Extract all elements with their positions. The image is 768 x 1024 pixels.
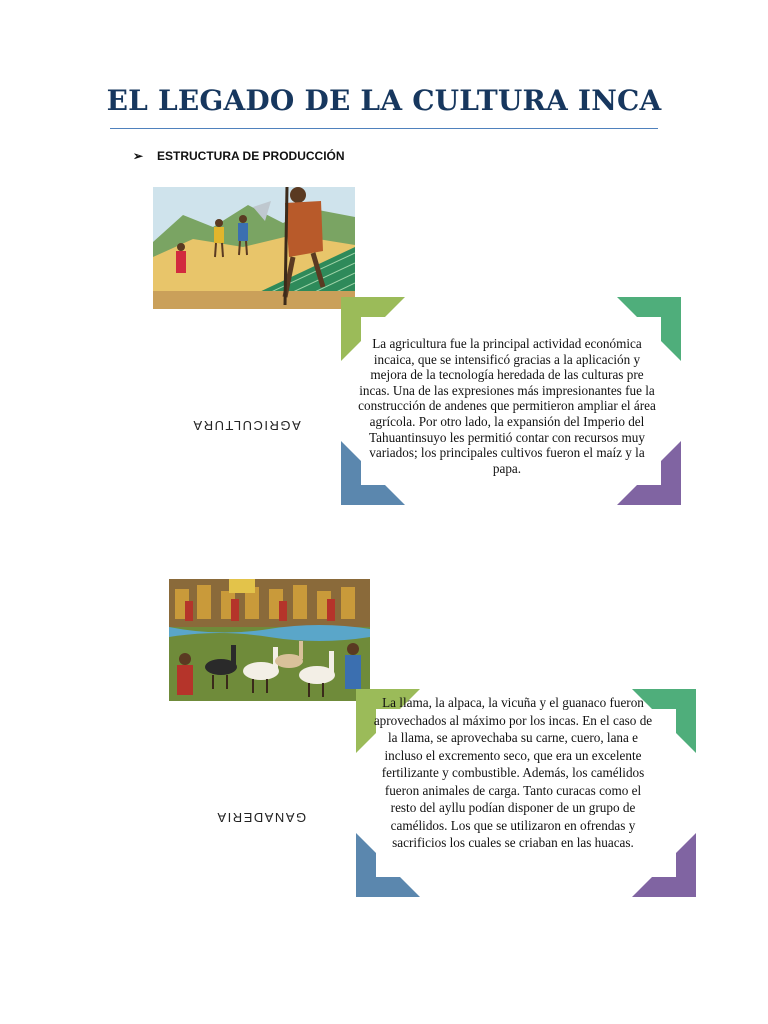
arrow-bullet-icon: ➢ [133, 149, 144, 163]
title-underline [110, 128, 658, 129]
page-title: EL LEGADO DE LA CULTURA INCA [106, 84, 662, 117]
agricultura-text: La agricultura fue la principal actividad económica incaica, que se intensificó gracias a la aplicación y mejora de la tecnología heredada de las culturas pre incas. Una de las expresiones más impresionantes fue la construcción de andenes que permitieron ampliar el área agrícola. Por otro lado, la expansión del Imperio del Tahuantinsuyo les permitió contar con recursos muy variados; los principales cultivos fueron el maíz y la papa. [358, 336, 656, 476]
section-heading-text: ESTRUCTURA DE PRODUCCIÓN [157, 149, 345, 163]
agriculture-illustration [153, 187, 355, 309]
agricultura-text-frame [341, 297, 681, 505]
ganaderia-text: La llama, la alpaca, la vicuña y el guanaco fueron aprovechados al máximo por los incas. En el caso de la llama, se aprovechaba su carne, cuero, lana e incluso el excremento seco, que era un excelente fertilizante y combustible. Además, los camélidos fueron animales de carga. Tanto curacas como el resto del ayllu podían disponer de un grupo de camélidos. Los que se utilizaron en ofrendas y sacrificios los cuales se criaban en las huacas. [373, 695, 653, 850]
agricultura-label: AGRICULTURA [192, 418, 301, 433]
ganaderia-text-frame [356, 689, 696, 897]
livestock-illustration [169, 579, 370, 701]
ganaderia-label: GANADERIA [216, 810, 307, 825]
section-heading [133, 149, 345, 163]
